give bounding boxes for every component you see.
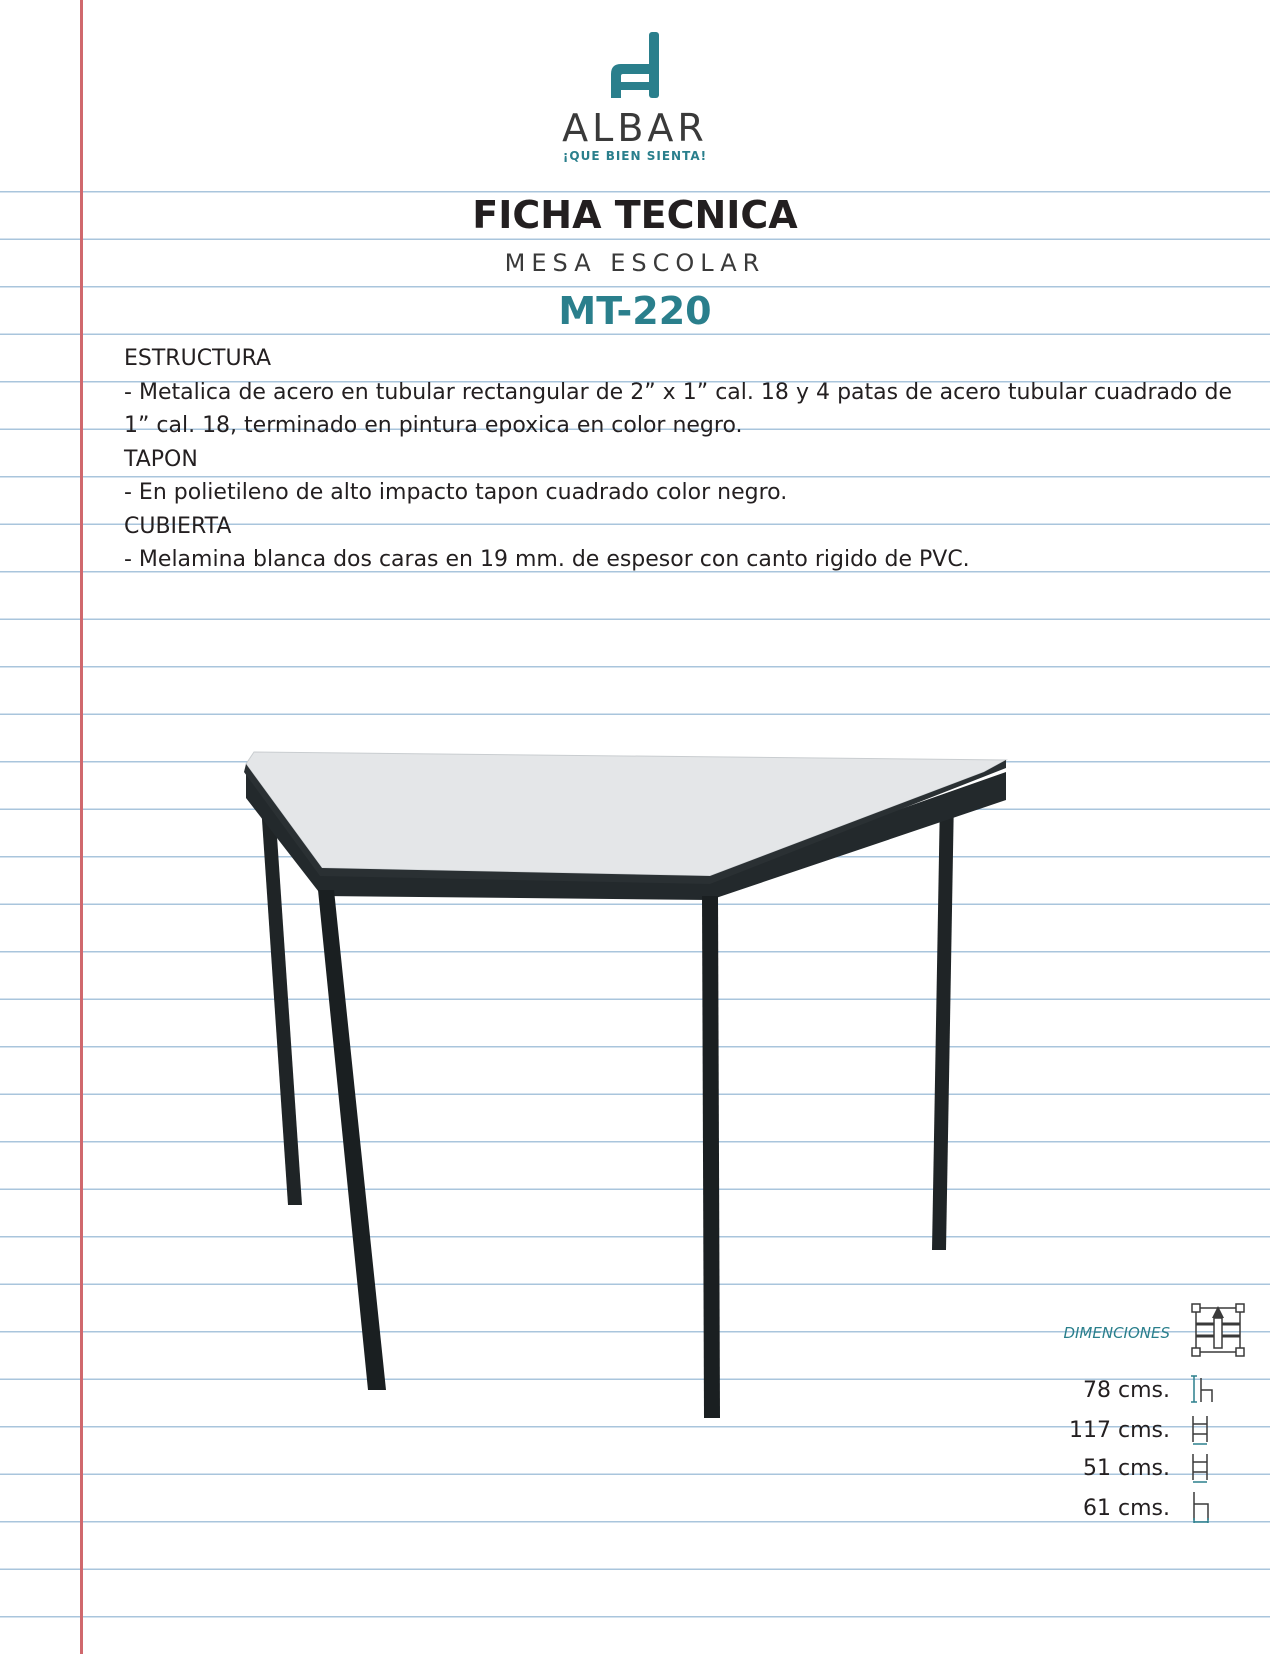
trapezoid-school-table-image xyxy=(240,750,1020,1430)
chair-logo-icon xyxy=(607,30,663,102)
dimension-side: 61 cms. xyxy=(1083,1496,1170,1521)
page-subtitle: MESA ESCOLAR xyxy=(504,249,766,277)
dimension-height: 78 cms. xyxy=(1083,1378,1170,1403)
spec-text-structure: - Metalica de acero en tubular rectangular de 2” x 1” cal. 18 y 4 patas de acero tubular cuadrado de 1” cal. 18, terminado en pintura epoxica en color negro. xyxy=(124,379,1232,438)
model-code: MT-220 xyxy=(558,289,712,333)
brand-logo xyxy=(560,30,710,164)
spec-heading-top: CUBIERTA xyxy=(124,513,232,539)
depth-icon xyxy=(1190,1450,1216,1484)
spec-heading-cap: TAPON xyxy=(124,446,198,472)
spec-text-top: - Melamina blanca dos caras en 19 mm. de espesor con canto rigido de PVC. xyxy=(124,547,970,572)
dimensions-title: DIMENCIONES xyxy=(1063,1324,1170,1342)
spec-heading-structure: ESTRUCTURA xyxy=(124,346,272,371)
brand-name: ALBAR xyxy=(562,106,708,150)
dimensions-icon xyxy=(1190,1302,1246,1358)
height-icon xyxy=(1190,1374,1216,1404)
dimension-depth: 51 cms. xyxy=(1083,1456,1170,1481)
page-title: FICHA TECNICA xyxy=(472,193,798,237)
dimension-width: 117 cms. xyxy=(1069,1418,1170,1443)
width-icon xyxy=(1190,1412,1216,1446)
spec-list xyxy=(124,342,1232,577)
spec-text-cap: - En polietileno de alto impacto tapon cuadrado color negro. xyxy=(124,480,788,505)
brand-slogan: ¡QUE BIEN SIENTA! xyxy=(562,149,708,163)
side-icon xyxy=(1190,1490,1216,1524)
